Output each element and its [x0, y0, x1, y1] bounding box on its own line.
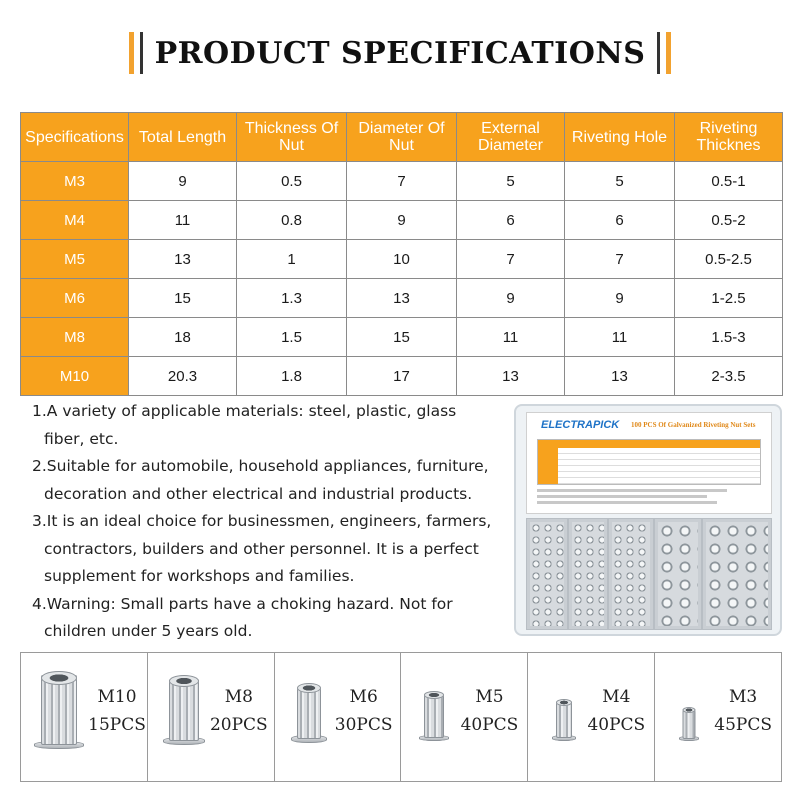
size-card-m5	[401, 653, 528, 781]
row-spec-cell: M6	[21, 279, 129, 318]
rivet-nut-icon	[550, 699, 578, 741]
list-item	[32, 508, 502, 591]
product-box-image	[514, 404, 782, 636]
box-compartment	[568, 518, 608, 630]
table-cell: 17	[347, 357, 457, 396]
row-spec-cell: M10	[21, 357, 129, 396]
table-cell: 9	[347, 201, 457, 240]
table-cell: 0.5-2	[675, 201, 783, 240]
table-cell: 13	[565, 357, 675, 396]
quantity-label: 15PCS	[88, 715, 146, 735]
table-cell: 6	[457, 201, 565, 240]
spec-table	[20, 112, 783, 396]
table-cell: 11	[129, 201, 237, 240]
quantity-label: 40PCS	[460, 715, 519, 735]
table-cell: 2-3.5	[675, 357, 783, 396]
mini-text-line	[537, 495, 707, 498]
table-cell: 7	[565, 240, 675, 279]
list-item	[32, 591, 502, 646]
table-cell: 13	[129, 240, 237, 279]
table-row	[21, 162, 783, 201]
quantity-label: 30PCS	[334, 715, 393, 735]
rivet-nut-icon	[677, 707, 701, 741]
size-label: M10	[97, 687, 137, 707]
table-cell: 9	[565, 279, 675, 318]
size-label: M5	[475, 687, 504, 707]
title-divider-left	[140, 32, 143, 74]
table-cell: 1.3	[237, 279, 347, 318]
mini-text-line	[537, 489, 727, 492]
rivet-nut-icon	[289, 683, 329, 743]
table-cell: 1.8	[237, 357, 347, 396]
box-compartment	[654, 518, 702, 630]
table-cell: 15	[347, 318, 457, 357]
page-title: PRODUCT SPECIFICATIONS	[154, 35, 646, 71]
size-label: M6	[349, 687, 378, 707]
rivet-nut-icon	[417, 691, 451, 741]
feature-line: fiber, etc.	[44, 429, 119, 448]
rivet-nut-icon	[31, 671, 87, 749]
box-compartment	[702, 518, 772, 630]
column-header: Riveting Thicknes	[675, 113, 783, 162]
feature-list	[32, 398, 502, 646]
rivet-nut-icon	[160, 675, 208, 745]
column-header: External Diameter	[457, 113, 565, 162]
size-quantity-strip	[20, 652, 782, 782]
table-cell: 7	[347, 162, 457, 201]
table-cell: 5	[457, 162, 565, 201]
table-header-row	[21, 113, 783, 162]
table-cell: 1.5	[237, 318, 347, 357]
page-title-wrapper	[0, 28, 800, 78]
quantity-label: 40PCS	[587, 715, 646, 735]
table-row	[21, 357, 783, 396]
table-cell: 13	[457, 357, 565, 396]
brand-logo: ELECTRAPICK	[541, 419, 620, 431]
table-cell: 1.5-3	[675, 318, 783, 357]
feature-line: supplement for workshops and families.	[44, 567, 355, 585]
feature-line: 4.Warning: Small parts have a choking hazard. Not for	[32, 594, 453, 613]
table-cell: 11	[565, 318, 675, 357]
box-subtitle: 100 PCS Of Galvanized Riveting Nut Sets	[631, 421, 756, 429]
table-cell: 0.5-1	[675, 162, 783, 201]
table-cell: 5	[565, 162, 675, 201]
table-row	[21, 318, 783, 357]
row-spec-cell: M3	[21, 162, 129, 201]
feature-line: 1.A variety of applicable materials: steel, plastic, glass	[32, 402, 457, 420]
table-cell: 15	[129, 279, 237, 318]
feature-line: contractors, builders and other personnel. It is a perfect	[44, 539, 479, 558]
size-label: M4	[602, 687, 631, 707]
table-cell: 18	[129, 318, 237, 357]
column-header: Riveting Hole	[565, 113, 675, 162]
box-compartment	[608, 518, 654, 630]
row-spec-cell: M5	[21, 240, 129, 279]
table-row	[21, 240, 783, 279]
table-cell: 0.5-2.5	[675, 240, 783, 279]
feature-line: 3.It is an ideal choice for businessmen, engineers, farmers,	[32, 512, 492, 530]
row-spec-cell: M4	[21, 201, 129, 240]
list-item	[32, 453, 502, 508]
box-compartment	[526, 518, 568, 630]
feature-line: children under 5 years old.	[44, 622, 253, 640]
feature-line: decoration and other electrical and industrial products.	[44, 484, 473, 503]
size-label: M3	[729, 687, 758, 707]
title-divider-right	[657, 32, 660, 74]
box-label	[526, 412, 772, 514]
title-accent-bar-right	[666, 32, 671, 74]
table-cell: 13	[347, 279, 457, 318]
table-cell: 1-2.5	[675, 279, 783, 318]
size-card-m6	[275, 653, 402, 781]
feature-line: 2.Suitable for automobile, household appliances, furniture,	[32, 457, 489, 475]
table-cell: 0.5	[237, 162, 347, 201]
size-card-m8	[148, 653, 275, 781]
table-cell: 20.3	[129, 357, 237, 396]
size-card-m10	[21, 653, 148, 781]
table-cell: 0.8	[237, 201, 347, 240]
table-cell: 10	[347, 240, 457, 279]
column-header: Diameter Of Nut	[347, 113, 457, 162]
table-cell: 7	[457, 240, 565, 279]
table-row	[21, 279, 783, 318]
quantity-label: 45PCS	[714, 715, 772, 735]
table-row	[21, 201, 783, 240]
quantity-label: 20PCS	[209, 715, 268, 735]
table-cell: 1	[237, 240, 347, 279]
size-card-m3	[655, 653, 781, 781]
list-item	[32, 398, 502, 453]
column-header: Specifications	[21, 113, 129, 162]
row-spec-cell: M8	[21, 318, 129, 357]
mini-spec-table	[537, 439, 761, 485]
title-accent-bar-left	[129, 32, 134, 74]
mini-text-line	[537, 501, 717, 504]
table-cell: 11	[457, 318, 565, 357]
column-header: Total Length	[129, 113, 237, 162]
size-card-m4	[528, 653, 655, 781]
table-cell: 9	[129, 162, 237, 201]
table-cell: 9	[457, 279, 565, 318]
table-cell: 6	[565, 201, 675, 240]
size-label: M8	[224, 687, 253, 707]
column-header: Thickness Of Nut	[237, 113, 347, 162]
